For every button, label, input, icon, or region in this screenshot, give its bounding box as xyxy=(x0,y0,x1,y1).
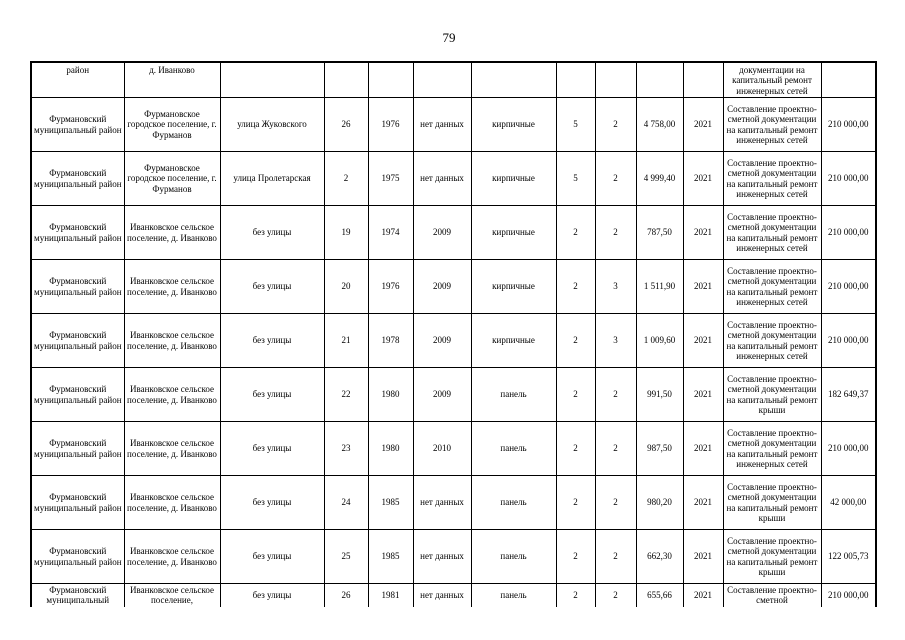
cell-text: 1 511,90 xyxy=(643,281,676,292)
cell-house-number xyxy=(324,422,368,476)
cell-street xyxy=(220,98,324,152)
cell-work-type xyxy=(723,314,821,368)
cell-build-year xyxy=(368,584,413,607)
cell-build-year xyxy=(368,422,413,476)
cell-text: Составление проектно-сметной xyxy=(727,585,817,606)
cell-cost xyxy=(821,530,876,584)
cell-text: 2021 xyxy=(694,281,712,292)
cell-cost xyxy=(821,260,876,314)
cell-text: нет данных xyxy=(420,119,464,130)
cell-area xyxy=(636,368,683,422)
cell-repair-year xyxy=(413,530,471,584)
cell-cost xyxy=(821,98,876,152)
cell-text: 2 xyxy=(573,389,578,400)
cell-work-type xyxy=(723,584,821,607)
cell-wall-material xyxy=(471,206,556,260)
cell-text: 19 xyxy=(341,227,351,238)
cell-text: 2021 xyxy=(694,119,712,130)
cell-text: нет данных xyxy=(420,590,464,601)
cell-text: 210 000,00 xyxy=(828,173,869,184)
cell-text: 20 xyxy=(341,281,351,292)
cell-text: 210 000,00 xyxy=(828,119,869,130)
cell-house-number xyxy=(324,98,368,152)
cell-build-year xyxy=(368,530,413,584)
cell-settlement xyxy=(124,476,220,530)
cell-cost xyxy=(821,584,876,607)
cell-text: 2009 xyxy=(433,281,451,292)
cell-text: 182 649,37 xyxy=(828,389,869,400)
cell-house-number xyxy=(324,530,368,584)
cell-work-type xyxy=(723,152,821,206)
cell-cost xyxy=(821,62,876,98)
cell-text: 1976 xyxy=(381,281,400,292)
cell-settlement xyxy=(124,314,220,368)
cell-wall-material xyxy=(471,314,556,368)
cell-floors xyxy=(556,422,595,476)
cell-text: 2 xyxy=(613,497,618,508)
cell-text: 2 xyxy=(573,497,578,508)
cell-text: 2021 xyxy=(694,335,712,346)
cell-text: 4 758,00 xyxy=(643,119,676,130)
cell-build-year xyxy=(368,314,413,368)
cell-text: 210 000,00 xyxy=(828,281,869,292)
cell-wall-material xyxy=(471,476,556,530)
cell-text: кирпичные xyxy=(492,281,535,292)
cell-text: 5 xyxy=(573,173,578,184)
cell-entrances xyxy=(595,314,636,368)
cell-entrances xyxy=(595,206,636,260)
cell-settlement xyxy=(124,368,220,422)
table-row xyxy=(31,206,876,260)
cell-text: кирпичные xyxy=(492,173,535,184)
cell-text: нет данных xyxy=(420,551,464,562)
cell-settlement xyxy=(124,152,220,206)
cell-text: 987,50 xyxy=(647,443,672,454)
cell-district xyxy=(31,530,124,584)
cell-text: 2 xyxy=(573,590,578,601)
cell-repair-year xyxy=(413,62,471,98)
cell-house-number xyxy=(324,368,368,422)
cell-text: 3 xyxy=(613,335,618,346)
cell-house-number xyxy=(324,152,368,206)
cell-settlement xyxy=(124,530,220,584)
cell-wall-material xyxy=(471,260,556,314)
table-row xyxy=(31,422,876,476)
cell-settlement xyxy=(124,422,220,476)
cell-text: 2 xyxy=(613,173,618,184)
table-row xyxy=(31,62,876,98)
cell-text: 980,20 xyxy=(647,497,672,508)
cell-cost xyxy=(821,422,876,476)
table-row xyxy=(31,584,876,607)
cell-work-type xyxy=(723,62,821,98)
cell-street xyxy=(220,584,324,607)
cell-text: 655,66 xyxy=(647,590,672,601)
cell-text: 2021 xyxy=(694,497,712,508)
cell-text: Составление проектно-сметной документации на капитальный ремонт инженерных сетей xyxy=(726,157,818,199)
cell-repair-year xyxy=(413,476,471,530)
cell-text: 24 xyxy=(341,497,351,508)
cell-street xyxy=(220,260,324,314)
cell-text: 991,50 xyxy=(647,389,672,400)
cell-text: 25 xyxy=(341,551,351,562)
cell-repair-year xyxy=(413,422,471,476)
cell-area xyxy=(636,422,683,476)
cell-build-year xyxy=(368,152,413,206)
cell-district xyxy=(31,152,124,206)
cell-text: панель xyxy=(500,443,527,454)
cell-text: панель xyxy=(500,590,527,601)
cell-text: 1978 xyxy=(381,335,400,346)
cell-floors xyxy=(556,530,595,584)
cell-wall-material xyxy=(471,368,556,422)
cell-text: 22 xyxy=(341,389,351,400)
cell-text: 2 xyxy=(343,173,349,184)
cell-text: 2021 xyxy=(694,389,712,400)
cell-floors xyxy=(556,260,595,314)
cell-text: 2021 xyxy=(694,590,712,601)
cell-text: 42 000,00 xyxy=(830,497,867,508)
cell-build-year xyxy=(368,476,413,530)
cell-repair-year xyxy=(413,584,471,607)
cell-text: Иванковское сельское поселение, д. Иванково xyxy=(127,330,217,351)
cell-text: 1985 xyxy=(381,497,400,508)
cell-text: 2021 xyxy=(694,173,712,184)
cell-text: 787,50 xyxy=(647,227,672,238)
cell-settlement xyxy=(124,584,220,607)
cell-text: 26 xyxy=(341,119,351,130)
cell-plan-year xyxy=(683,368,723,422)
cell-street xyxy=(220,152,324,206)
cell-area xyxy=(636,530,683,584)
cell-area xyxy=(636,476,683,530)
cell-floors xyxy=(556,584,595,607)
cell-area xyxy=(636,206,683,260)
cell-text: Иванковское сельское поселение, xyxy=(129,585,215,606)
cell-plan-year xyxy=(683,422,723,476)
cell-work-type xyxy=(723,206,821,260)
cell-district xyxy=(31,314,124,368)
cell-text: Фурмановский муниципальный район xyxy=(34,222,122,243)
cell-text: без улицы xyxy=(252,590,292,601)
cell-plan-year xyxy=(683,98,723,152)
cell-street xyxy=(220,422,324,476)
cell-text: 2009 xyxy=(433,335,451,346)
cell-plan-year xyxy=(683,476,723,530)
cell-text: без улицы xyxy=(252,443,292,454)
cell-house-number xyxy=(324,62,368,98)
cell-text: 210 000,00 xyxy=(828,227,869,238)
cell-text: улица Пролетарская xyxy=(233,173,311,184)
cell-text: Фурмановский муниципальный район xyxy=(34,330,122,351)
cell-text: 2 xyxy=(613,227,618,238)
cell-wall-material xyxy=(471,584,556,607)
cell-district xyxy=(31,62,124,98)
cell-text: 662,30 xyxy=(647,551,672,562)
repairs-table xyxy=(30,61,877,607)
cell-settlement xyxy=(124,206,220,260)
cell-wall-material xyxy=(471,98,556,152)
cell-repair-year xyxy=(413,152,471,206)
cell-floors xyxy=(556,314,595,368)
cell-plan-year xyxy=(683,152,723,206)
cell-text: 4 999,40 xyxy=(643,173,676,184)
cell-street xyxy=(220,62,324,98)
cell-street xyxy=(220,314,324,368)
cell-district xyxy=(31,206,124,260)
cell-text: Составление проектно-сметной документации на капитальный ремонт крыши xyxy=(726,481,818,523)
cell-text: Фурмановский муниципальный район xyxy=(34,438,122,459)
cell-street xyxy=(220,530,324,584)
cell-build-year xyxy=(368,206,413,260)
cell-text: 2 xyxy=(613,119,618,130)
cell-text: Составление проектно-сметной документации на капитальный ремонт инженерных сетей xyxy=(726,265,818,307)
cell-text: кирпичные xyxy=(492,335,535,346)
cell-text: 2009 xyxy=(433,389,451,400)
cell-area xyxy=(636,98,683,152)
cell-district xyxy=(31,476,124,530)
cell-district xyxy=(31,584,124,607)
table-row xyxy=(31,314,876,368)
cell-repair-year xyxy=(413,368,471,422)
cell-text: 3 xyxy=(613,281,618,292)
cell-text: Иванковское сельское поселение, д. Иванково xyxy=(127,546,217,567)
cell-street xyxy=(220,206,324,260)
cell-plan-year xyxy=(683,62,723,98)
cell-work-type xyxy=(723,476,821,530)
cell-repair-year xyxy=(413,206,471,260)
cell-work-type xyxy=(723,422,821,476)
cell-text: Фурмановское городское поселение, г. Фурманов xyxy=(127,109,217,140)
cell-text: 2 xyxy=(613,590,618,601)
table-row xyxy=(31,476,876,530)
cell-floors xyxy=(556,152,595,206)
cell-plan-year xyxy=(683,530,723,584)
cell-text: без улицы xyxy=(252,281,292,292)
cell-plan-year xyxy=(683,314,723,368)
cell-cost xyxy=(821,152,876,206)
cell-area xyxy=(636,260,683,314)
cell-area xyxy=(636,314,683,368)
cell-text: 2 xyxy=(613,551,618,562)
cell-work-type xyxy=(723,260,821,314)
cell-settlement xyxy=(124,98,220,152)
cell-text: д. Иванково xyxy=(149,65,195,75)
cell-text: Иванковское сельское поселение, д. Иванково xyxy=(127,384,217,405)
cell-text: 2010 xyxy=(433,443,451,454)
cell-district xyxy=(31,260,124,314)
table-body xyxy=(31,62,876,607)
cell-text: Составление проектно-сметной документации на капитальный ремонт крыши xyxy=(726,535,818,577)
cell-repair-year xyxy=(413,98,471,152)
cell-work-type xyxy=(723,368,821,422)
cell-text: 210 000,00 xyxy=(828,590,869,601)
cell-text: 1975 xyxy=(381,173,400,184)
cell-text: 210 000,00 xyxy=(828,335,869,346)
cell-text: документации на капитальный ремонт инженерных сетей xyxy=(732,65,812,96)
cell-wall-material xyxy=(471,530,556,584)
cell-text: 2021 xyxy=(694,551,712,562)
table-row xyxy=(31,530,876,584)
table-row xyxy=(31,260,876,314)
cell-area xyxy=(636,584,683,607)
cell-plan-year xyxy=(683,584,723,607)
cell-text: без улицы xyxy=(252,497,292,508)
cell-text: без улицы xyxy=(252,389,292,400)
cell-text: Фурмановский муниципальный район xyxy=(34,168,122,189)
cell-text: нет данных xyxy=(420,173,464,184)
cell-text: 2 xyxy=(573,281,578,292)
cell-text: 1980 xyxy=(381,389,400,400)
cell-text: Фурмановский муниципальный район xyxy=(34,276,122,297)
cell-plan-year xyxy=(683,206,723,260)
table-row xyxy=(31,152,876,206)
cell-floors xyxy=(556,476,595,530)
cell-wall-material xyxy=(471,152,556,206)
cell-build-year xyxy=(368,98,413,152)
cell-floors xyxy=(556,62,595,98)
cell-district xyxy=(31,368,124,422)
cell-text: без улицы xyxy=(252,551,292,562)
cell-text: 5 xyxy=(573,119,578,130)
cell-text: Составление проектно-сметной документации на капитальный ремонт крыши xyxy=(726,373,818,415)
cell-text: 2021 xyxy=(694,227,712,238)
cell-house-number xyxy=(324,476,368,530)
cell-text: нет данных xyxy=(420,497,464,508)
cell-cost xyxy=(821,314,876,368)
cell-settlement xyxy=(124,260,220,314)
cell-repair-year xyxy=(413,260,471,314)
cell-street xyxy=(220,476,324,530)
cell-text: Иванковское сельское поселение, д. Иванково xyxy=(127,438,217,459)
cell-work-type xyxy=(723,98,821,152)
cell-entrances xyxy=(595,530,636,584)
table-row xyxy=(31,98,876,152)
cell-text: Составление проектно-сметной документации на капитальный ремонт инженерных сетей xyxy=(726,319,818,361)
cell-text: Иванковское сельское поселение, д. Иванково xyxy=(127,492,217,513)
cell-area xyxy=(636,62,683,98)
cell-text: 2009 xyxy=(433,227,451,238)
cell-house-number xyxy=(324,584,368,607)
cell-text: панель xyxy=(500,497,527,508)
cell-text: Фурмановский муниципальный район xyxy=(34,114,122,135)
cell-floors xyxy=(556,98,595,152)
cell-text: 1980 xyxy=(381,443,400,454)
cell-text: без улицы xyxy=(252,227,292,238)
cell-text: 26 xyxy=(341,590,351,601)
cell-entrances xyxy=(595,422,636,476)
cell-street xyxy=(220,368,324,422)
cell-entrances xyxy=(595,98,636,152)
cell-floors xyxy=(556,368,595,422)
cell-area xyxy=(636,152,683,206)
cell-text: 23 xyxy=(341,443,351,454)
cell-text: улица Жуковского xyxy=(237,119,307,130)
cell-entrances xyxy=(595,152,636,206)
cell-text: 2 xyxy=(613,443,618,454)
cell-text: панель xyxy=(500,389,527,400)
cell-text: район xyxy=(66,65,90,75)
table-row xyxy=(31,368,876,422)
cell-text: Фурмановский муниципальный район xyxy=(34,384,122,405)
cell-entrances xyxy=(595,476,636,530)
cell-text: 1985 xyxy=(381,551,400,562)
cell-text: Составление проектно-сметной документации на капитальный ремонт инженерных сетей xyxy=(726,211,818,253)
cell-text: 122 005,73 xyxy=(828,551,869,562)
cell-build-year xyxy=(368,368,413,422)
cell-wall-material xyxy=(471,422,556,476)
cell-text: без улицы xyxy=(252,335,292,346)
cell-text: кирпичные xyxy=(492,227,535,238)
page-number: 79 xyxy=(442,30,456,45)
cell-house-number xyxy=(324,314,368,368)
cell-text: панель xyxy=(500,551,527,562)
cell-text: 2 xyxy=(613,389,618,400)
cell-text: Фурмановский муниципальный район xyxy=(34,492,122,513)
cell-text: 210 000,00 xyxy=(828,443,869,454)
cell-repair-year xyxy=(413,314,471,368)
cell-settlement xyxy=(124,62,220,98)
cell-text: кирпичные xyxy=(492,119,535,130)
cell-text: 1981 xyxy=(381,590,400,601)
cell-text: Фурмановское городское поселение, г. Фурманов xyxy=(127,163,217,194)
cell-text: 21 xyxy=(341,335,351,346)
cell-cost xyxy=(821,368,876,422)
cell-text: Фурмановский муниципальный xyxy=(46,585,110,606)
cell-cost xyxy=(821,476,876,530)
cell-district xyxy=(31,422,124,476)
cell-cost xyxy=(821,206,876,260)
cell-house-number xyxy=(324,206,368,260)
cell-text: 2021 xyxy=(694,443,712,454)
cell-text: Фурмановский муниципальный район xyxy=(34,546,122,567)
cell-entrances xyxy=(595,368,636,422)
cell-house-number xyxy=(324,260,368,314)
cell-wall-material xyxy=(471,62,556,98)
cell-entrances xyxy=(595,260,636,314)
cell-text: Составление проектно-сметной документации на капитальный ремонт инженерных сетей xyxy=(726,103,818,145)
cell-floors xyxy=(556,206,595,260)
cell-work-type xyxy=(723,530,821,584)
cell-plan-year xyxy=(683,260,723,314)
cell-text: Составление проектно-сметной документации на капитальный ремонт инженерных сетей xyxy=(726,427,818,469)
cell-text: 1 009,60 xyxy=(643,335,676,346)
cell-text: 1976 xyxy=(381,119,400,130)
cell-text: 2 xyxy=(573,443,578,454)
cell-text: Иванковское сельское поселение, д. Иванково xyxy=(127,222,217,243)
cell-build-year xyxy=(368,260,413,314)
cell-text: 1974 xyxy=(381,227,400,238)
cell-entrances xyxy=(595,62,636,98)
cell-text: Иванковское сельское поселение, д. Иванково xyxy=(127,276,217,297)
cell-text: 2 xyxy=(573,227,578,238)
cell-entrances xyxy=(595,584,636,607)
cell-text: 2 xyxy=(573,335,578,346)
cell-text: 2 xyxy=(573,551,578,562)
cell-district xyxy=(31,98,124,152)
cell-build-year xyxy=(368,62,413,98)
